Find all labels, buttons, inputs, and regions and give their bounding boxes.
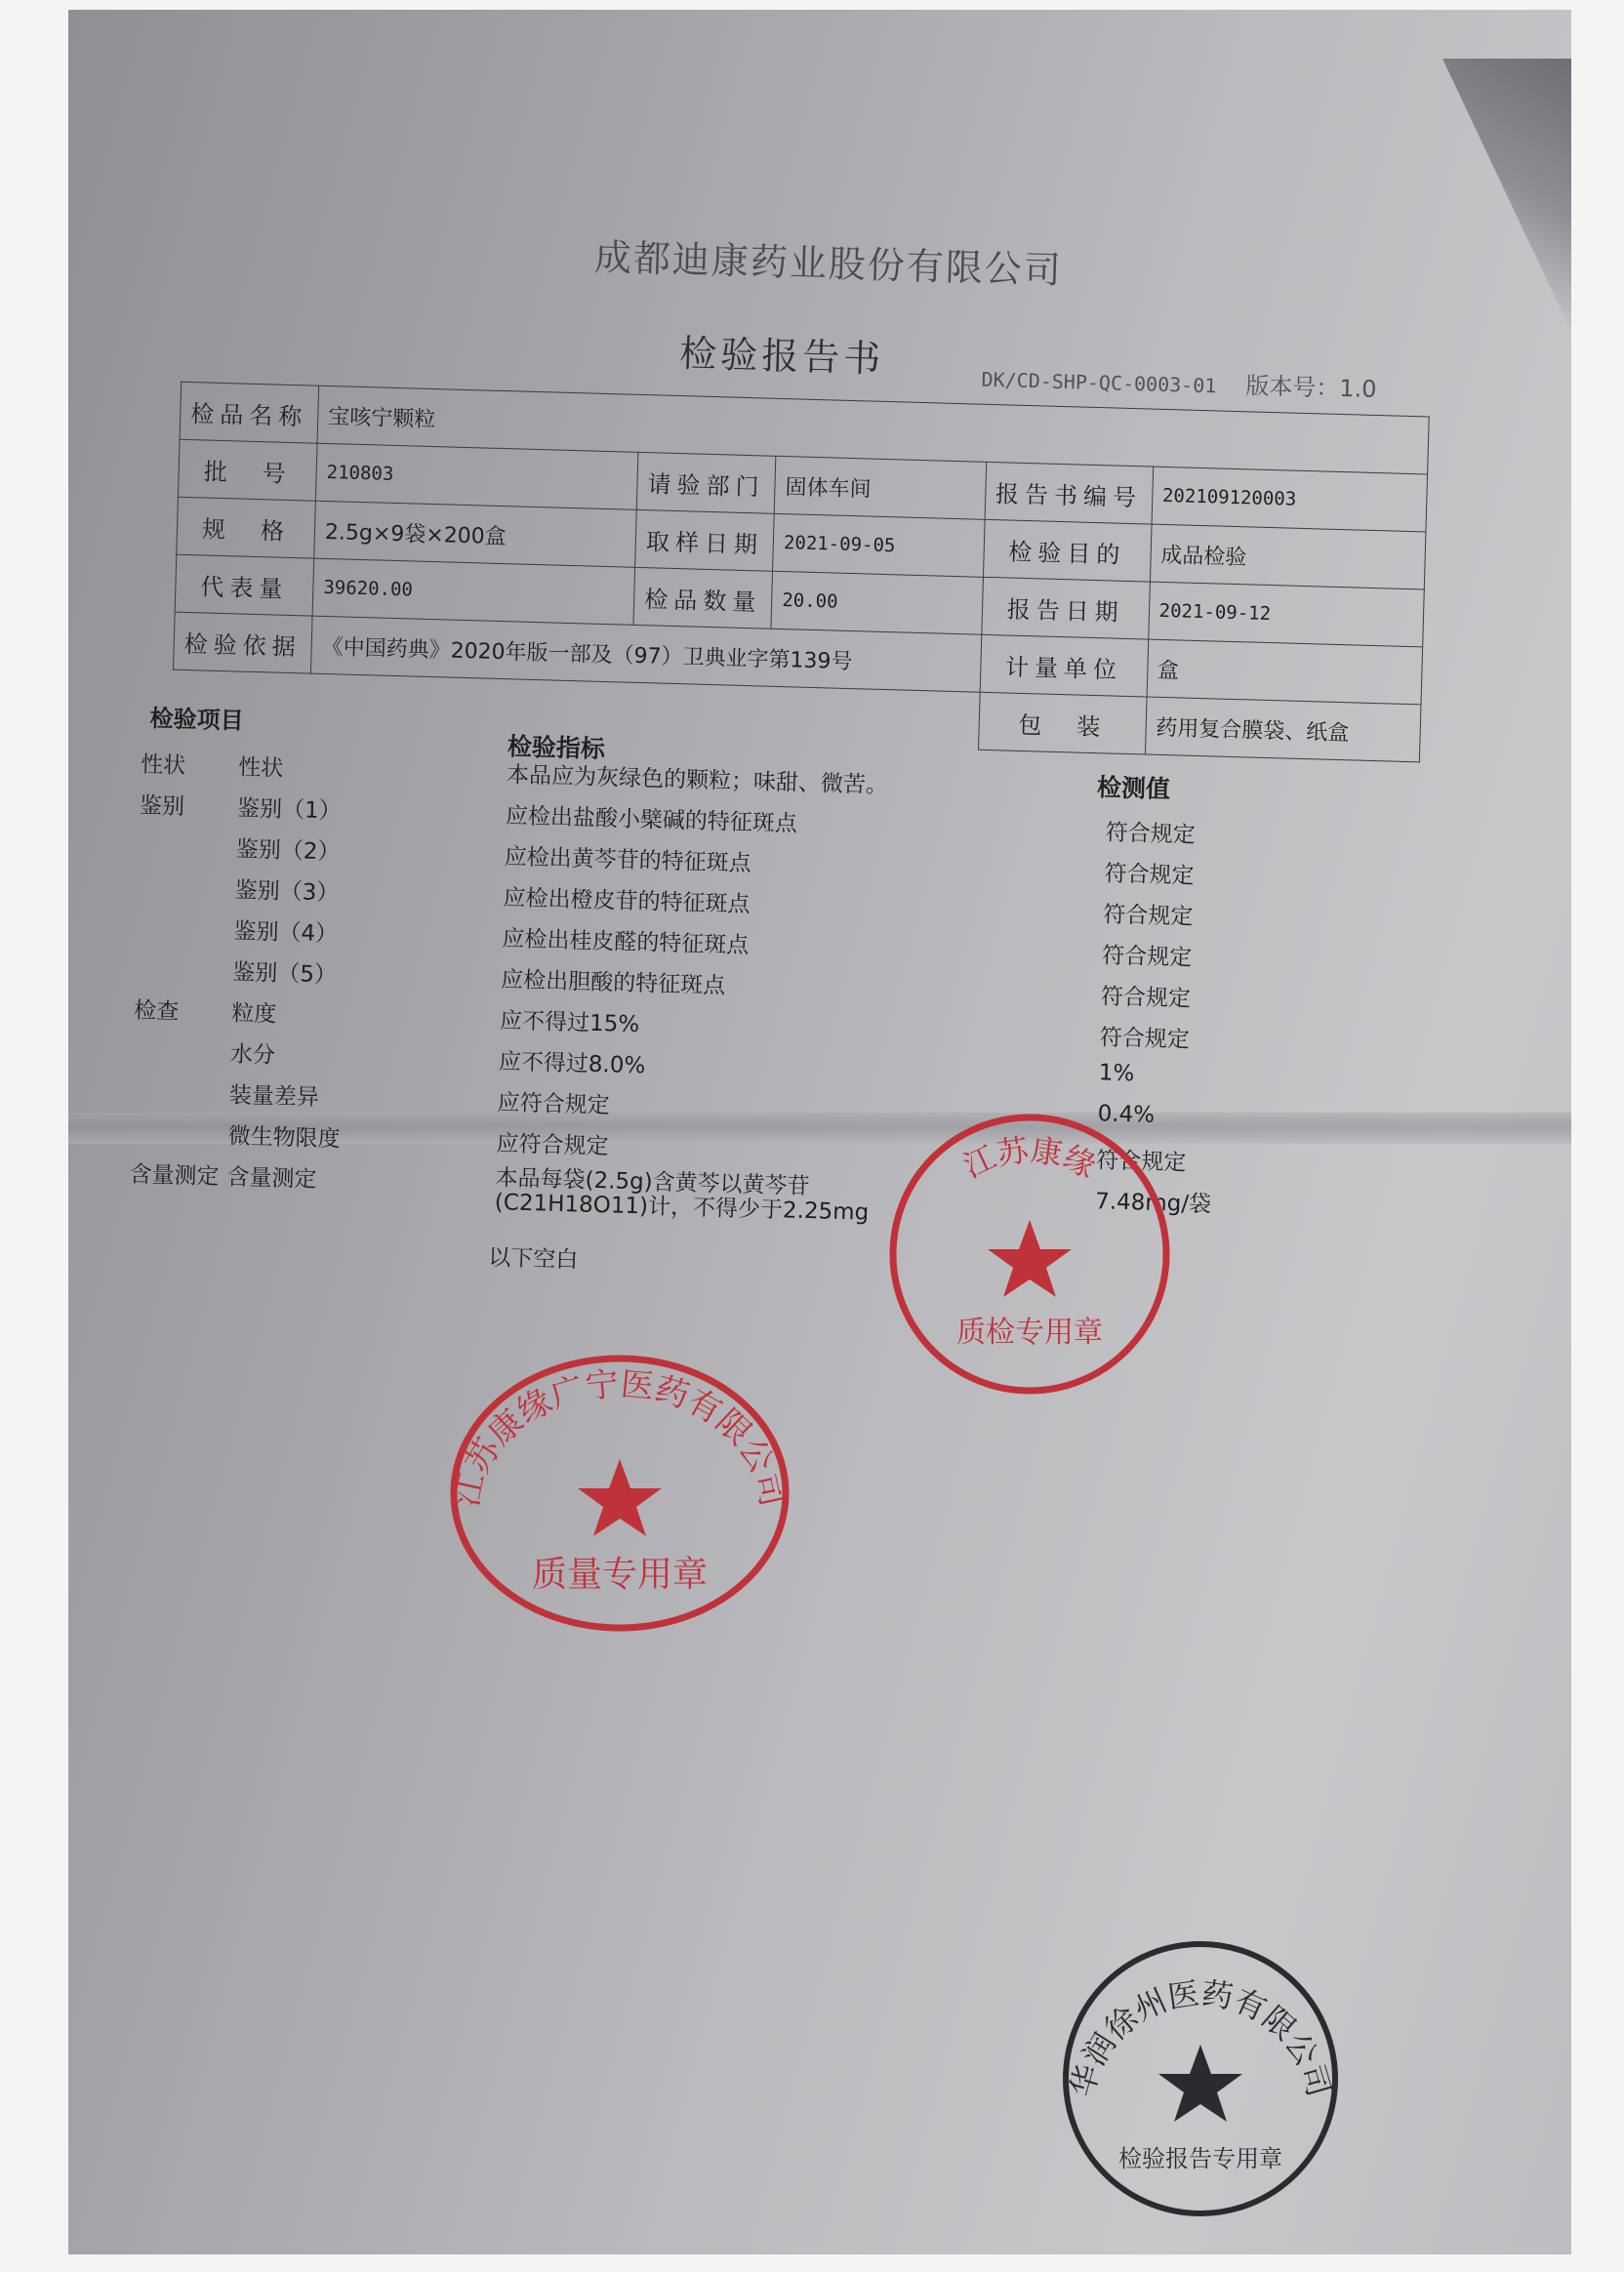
purpose-label: 检验目的 [983, 519, 1152, 582]
sample-date-label: 取样日期 [635, 509, 775, 571]
batch-value: 210803 [315, 443, 638, 509]
hr-inspection-stamp [1054, 1932, 1347, 2225]
basis-label: 检验依据 [173, 612, 312, 673]
dept-label: 请验部门 [636, 452, 776, 513]
result-heading: 检测值 [1096, 773, 1171, 804]
unit-label: 计量单位 [980, 634, 1149, 697]
report-date-label: 报告日期 [981, 577, 1150, 639]
report-date-value: 2021-09-12 [1148, 582, 1424, 647]
company-name: 成都迪康药业股份有限公司 [593, 235, 1064, 292]
row-standard: 本品每袋(2.5g)含黄芩以黄芩苷(C21H18O11)计，不得少于2.25mg [494, 1165, 870, 1226]
sample-date-value: 2021-09-05 [773, 513, 985, 577]
test-qty-label: 检品数量 [633, 567, 773, 629]
hr-stamp-graphic [1054, 1932, 1347, 2225]
row-category: 鉴别 [139, 792, 185, 821]
row-result: 符合规定 [1101, 943, 1193, 971]
gn-stamp-graphic [439, 1347, 800, 1640]
spec-value: 2.5g×9袋×200盒 [314, 501, 637, 567]
row-result: 符合规定 [1100, 984, 1192, 1012]
basis-value: 《中国药典》2020年版一部及（97）卫典业字第139号 [310, 616, 981, 692]
star-icon [988, 1220, 1072, 1297]
row-item: 鉴别（5） [231, 959, 338, 989]
items-heading: 检验项目 [149, 705, 244, 735]
hr-stamp-company: 华润徐州医药有限公司 [1063, 1974, 1338, 2101]
report-no-label: 报告书编号 [985, 462, 1154, 524]
row-category: 性状 [140, 751, 186, 780]
right-stamp-purpose: 质检专用章 [956, 1316, 1103, 1350]
row-item: 微生物限度 [227, 1123, 341, 1153]
row-standard: 应符合规定 [496, 1131, 609, 1160]
row-category: 含量测定 [129, 1161, 220, 1191]
product-name-label: 检品名称 [180, 382, 319, 443]
row-standard: 应检出胆酸的特征斑点 [500, 967, 726, 999]
right-stamp-company: 江苏康缘 [957, 1131, 1102, 1186]
unit-value: 盒 [1147, 639, 1423, 705]
standard-heading: 检验指标 [507, 732, 606, 764]
quantity-label: 代表量 [175, 554, 314, 616]
row-item: 性状 [237, 754, 284, 782]
right-stamp-graphic [878, 1103, 1181, 1405]
row-standard: 应检出黄芩苷的特征斑点 [504, 844, 752, 877]
row-standard: 应检出桂皮醛的特征斑点 [502, 926, 750, 959]
row-result: 1% [1098, 1060, 1135, 1087]
gn-quality-stamp [439, 1347, 800, 1640]
row-item: 鉴别（4） [233, 918, 339, 948]
row-result: 0.4% [1097, 1101, 1156, 1128]
row-item: 鉴别（1） [236, 795, 343, 825]
row-standard: 应不得过15% [499, 1008, 640, 1038]
row-result: 符合规定 [1099, 1025, 1191, 1053]
right-red-stamp [878, 1103, 1181, 1405]
version-label: 版本号：1.0 [1245, 372, 1377, 403]
spec-label: 规 格 [177, 497, 316, 558]
end-mark: 以下空白 [487, 1244, 579, 1274]
row-item: 粒度 [230, 1000, 277, 1028]
row-result: 符合规定 [1105, 820, 1197, 848]
row-result: 符合规定 [1095, 1148, 1187, 1176]
product-name: 宝咳宁颗粒 [317, 385, 1429, 474]
row-item: 含量测定 [226, 1164, 317, 1193]
report-no-value: 202109120003 [1152, 467, 1428, 532]
package-label: 包 装 [978, 692, 1147, 754]
doc-number-code: DK/CD-SHP-QC-0003-01 [981, 367, 1217, 398]
hr-stamp-purpose: 检验报告专用章 [1118, 2145, 1282, 2172]
row-standard: 应不得过8.0% [498, 1049, 646, 1079]
row-result: 符合规定 [1102, 902, 1194, 930]
row-standard: 应符合规定 [497, 1090, 611, 1119]
batch-label: 批 号 [178, 439, 317, 501]
row-item: 装量差异 [228, 1082, 320, 1112]
dept-value: 固体车间 [774, 456, 986, 519]
report-title: 检验报告书 [678, 332, 885, 381]
row-result: 7.48mg/袋 [1094, 1189, 1212, 1218]
star-icon [578, 1459, 662, 1536]
row-item: 水分 [229, 1041, 276, 1069]
gn-stamp-purpose: 质量专用章 [531, 1555, 709, 1595]
row-standard: 应检出橙皮苷的特征斑点 [503, 885, 751, 918]
row-result: 符合规定 [1104, 861, 1195, 889]
package-value: 药用复合膜袋、纸盒 [1145, 697, 1421, 762]
row-category: 检查 [133, 997, 180, 1025]
gn-stamp-company: 江苏康缘广宁医药有限公司 [447, 1364, 792, 1511]
header-table [171, 382, 1429, 763]
quantity-value: 39620.00 [312, 558, 635, 625]
row-standard: 本品应为灰绿色的颗粒；味甜、微苦。 [506, 762, 889, 799]
row-item: 鉴别（2） [235, 836, 341, 866]
row-standard: 应检出盐酸小檗碱的特征斑点 [505, 803, 798, 837]
purpose-value: 成品检验 [1150, 524, 1426, 589]
star-icon [1158, 2045, 1242, 2122]
test-qty-value: 20.00 [771, 571, 983, 634]
row-item: 鉴别（3） [234, 877, 340, 907]
